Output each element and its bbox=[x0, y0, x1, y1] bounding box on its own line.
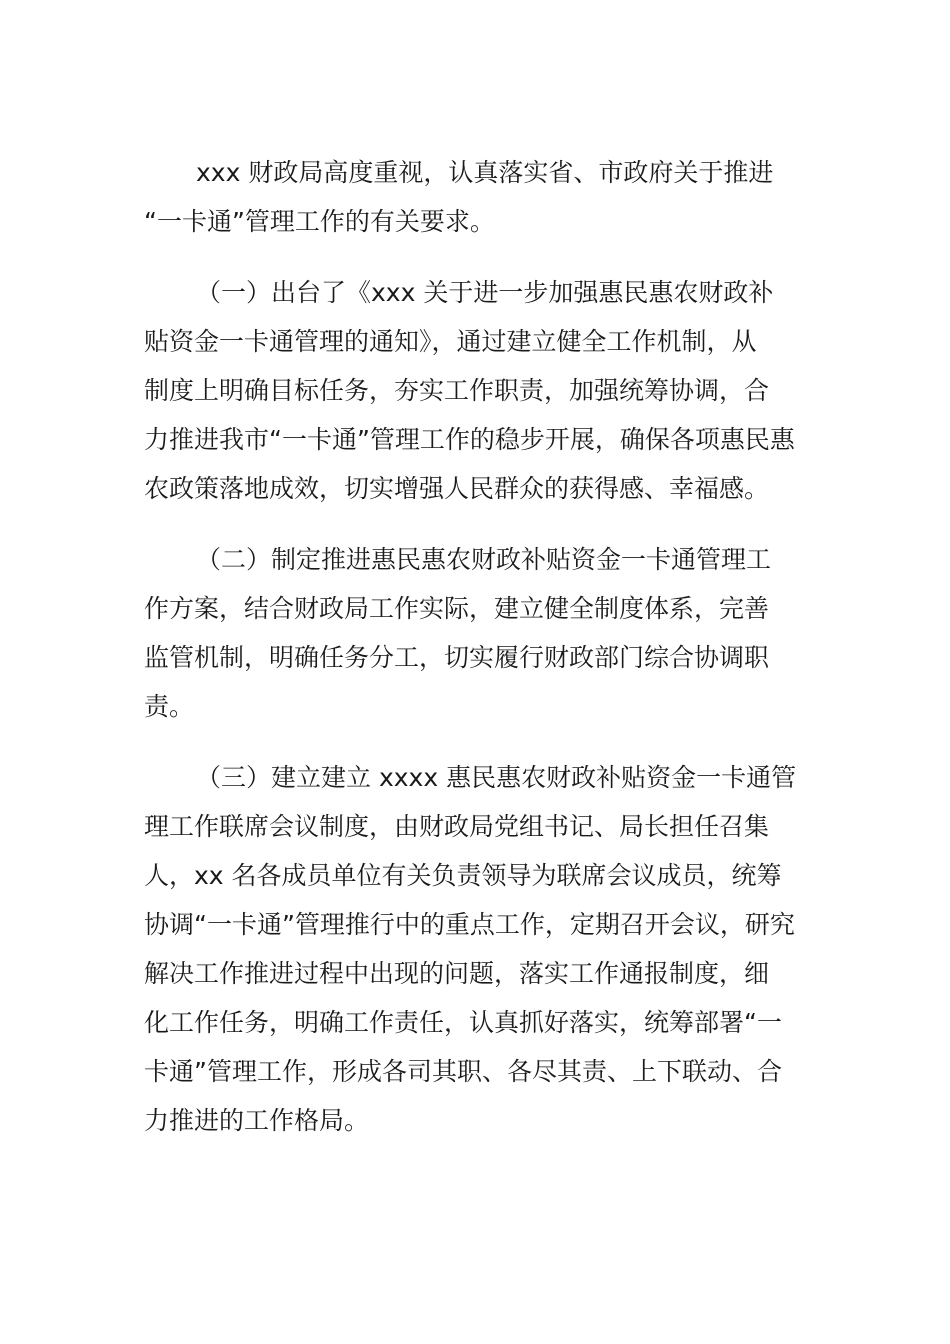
text-line: 人，xx 名各成员单位有关负责领导为联席会议成员，统筹 bbox=[144, 861, 782, 890]
text-line: 力推进的工作格局。 bbox=[144, 1106, 370, 1135]
text-line: 化工作任务，明确工作责任，认真抓好落实，统筹部署“一 bbox=[144, 1008, 782, 1037]
paragraph-section-3 bbox=[144, 753, 810, 1145]
document-body bbox=[144, 148, 810, 1167]
paragraph-section-2 bbox=[144, 535, 810, 731]
text-line: xxx 财政局高度重视，认真落实省、市政府关于推进 bbox=[196, 158, 774, 187]
text-line: 卡通”管理工作，形成各司其职、各尽其责、上下联动、合 bbox=[144, 1057, 782, 1086]
text-line: （二）制定推进惠民惠农财政补贴资金一卡通管理工 bbox=[196, 545, 772, 574]
paragraph-intro bbox=[144, 148, 810, 246]
text-line: “一卡通”管理工作的有关要求。 bbox=[144, 207, 495, 236]
text-line: （三）建立建立 xxxx 惠民惠农财政补贴资金一卡通管 bbox=[196, 763, 797, 792]
text-line: 作方案，结合财政局工作实际，建立健全制度体系，完善 bbox=[144, 594, 770, 623]
text-line: 贴资金一卡通管理的通知》，通过建立健全工作机制，从 bbox=[144, 327, 757, 356]
text-line: （一）出台了《xxx 关于进一步加强惠民惠农财政补 bbox=[196, 278, 774, 307]
text-line: 监管机制，明确任务分工，切实履行财政部门综合协调职 bbox=[144, 643, 770, 672]
text-line: 理工作联席会议制度，由财政局党组书记、局长担任召集 bbox=[144, 812, 770, 841]
text-line: 协调“一卡通”管理推行中的重点工作，定期召开会议，研究 bbox=[144, 910, 795, 939]
text-line: 责。 bbox=[144, 692, 195, 721]
text-line: 农政策落地成效，切实增强人民群众的获得感、幸福感。 bbox=[144, 474, 770, 503]
paragraph-section-1 bbox=[144, 268, 810, 513]
text-line: 解决工作推进过程中出现的问题，落实工作通报制度，细 bbox=[144, 959, 770, 988]
text-line: 制度上明确目标任务，夯实工作职责，加强统筹协调，合 bbox=[144, 376, 770, 405]
text-line: 力推进我市“一卡通”管理工作的稳步开展，确保各项惠民惠 bbox=[144, 425, 795, 454]
